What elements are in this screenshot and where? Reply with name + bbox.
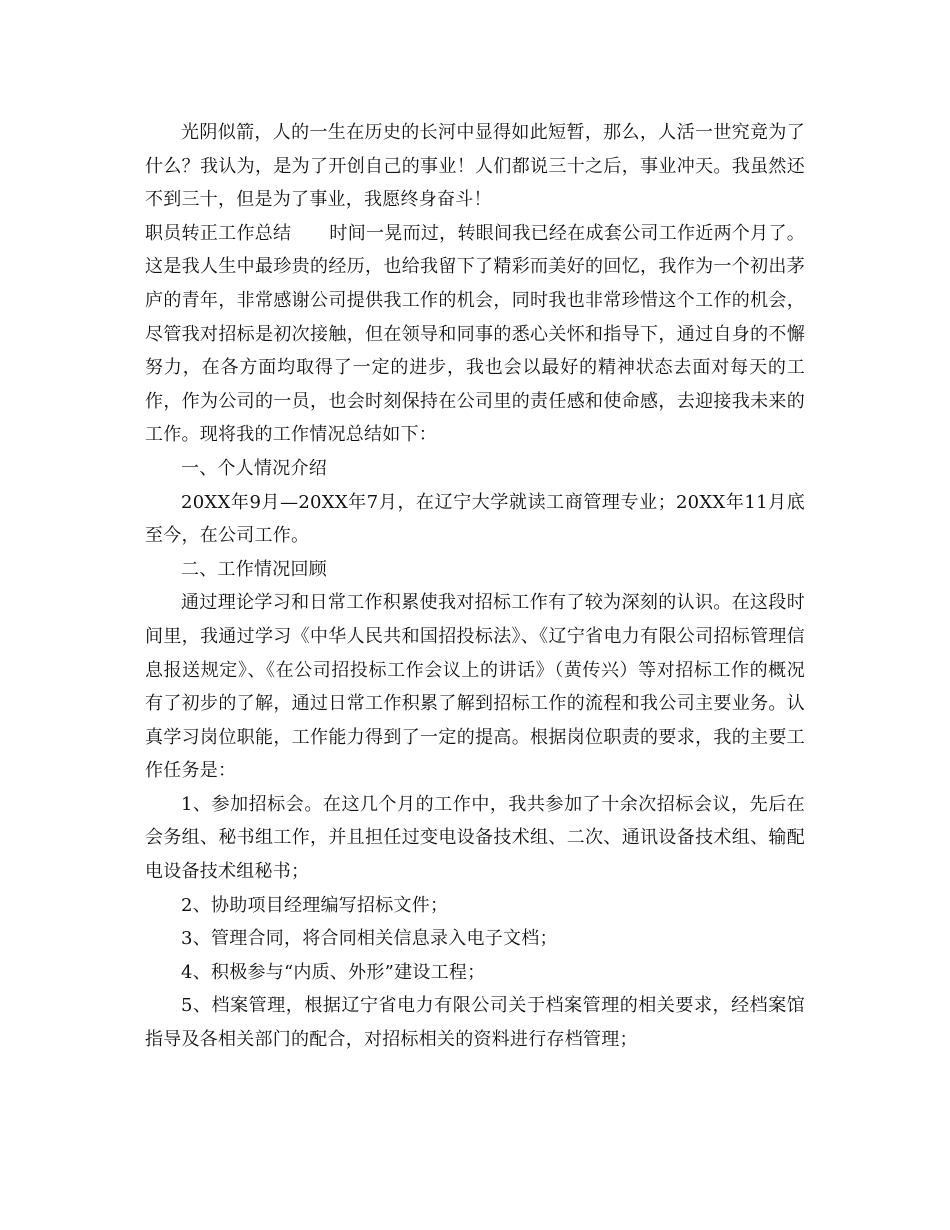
- work-review-paragraph: 通过理论学习和日常工作积累使我对招标工作有了较为深刻的认识。在这段时间里，我通过学习《中华人民共和国招投标法》、《辽宁省电力有限公司招标管理信息报送规定》、《在公司招投标工作会议上的讲话》（黄传兴）等对招标工作的概况有了初步的了解，通过日常工作积累了解到招标工作的流程和我公司主要业务。认真学习岗位职能，工作能力得到了一定的提高。根据岗位职责的要求，我的主要工作任务是：: [145, 592, 805, 782]
- task-item-3: 3、管理合同，将合同相关信息录入电子文档；: [181, 928, 558, 950]
- intro-paragraph: 光阴似箭，人的一生在历史的长河中显得如此短暂，那么，人活一世究竟为了什么？我认为，是为了开创自己的事业！人们都说三十之后，事业冲天。我虽然还不到三十，但是为了事业，我愿终身奋斗！: [145, 122, 805, 211]
- section-heading-work-review: 二、工作情况回顾: [181, 558, 327, 580]
- section-heading-personal: 一、个人情况介绍: [181, 457, 327, 479]
- task-item-2: 2、协助项目经理编写招标文件；: [181, 894, 449, 916]
- task-item-5: 5、档案管理，根据辽宁省电力有限公司关于档案管理的相关要求，经档案馆指导及各相关部门的配合，对招标相关的资料进行存档管理；: [145, 995, 805, 1051]
- personal-info-paragraph: 20XX年9月—20XX年7月，在辽宁大学就读工商管理专业；20XX年11月底至今，在公司工作。: [145, 491, 805, 547]
- summary-text: 时间一晃而过，转眼间我已经在成套公司工作近两个月了。这是我人生中最珍贵的经历，也给我留下了精彩而美好的回忆，我作为一个初出茅庐的青年，非常感谢公司提供我工作的机会，同时我也非常珍惜这个工作的机会，尽管我对招标是初次接触，但在领导和同事的悉心关怀和指导下，通过自身的不懈努力，在各方面均取得了一定的进步，我也会以最好的精神状态去面对每天的工作，作为公司的一员，也会时刻保持在公司里的责任感和使命感，去迎接我未来的工作。现将我的工作情况总结如下：: [145, 222, 806, 446]
- task-item-1: 1、参加招标会。在这几个月的工作中，我共参加了十余次招标会议，先后在会务组、秘书组工作，并且担任过变电设备技术组、二次、通讯设备技术组、输配电设备技术组秘书；: [145, 793, 805, 883]
- summary-paragraph: [145, 217, 805, 452]
- task-item-4: 4、积极参与“内质、外形”建设工程；: [181, 961, 486, 983]
- document-title: 职员转正工作总结: [145, 222, 292, 244]
- document-body: [145, 116, 805, 1057]
